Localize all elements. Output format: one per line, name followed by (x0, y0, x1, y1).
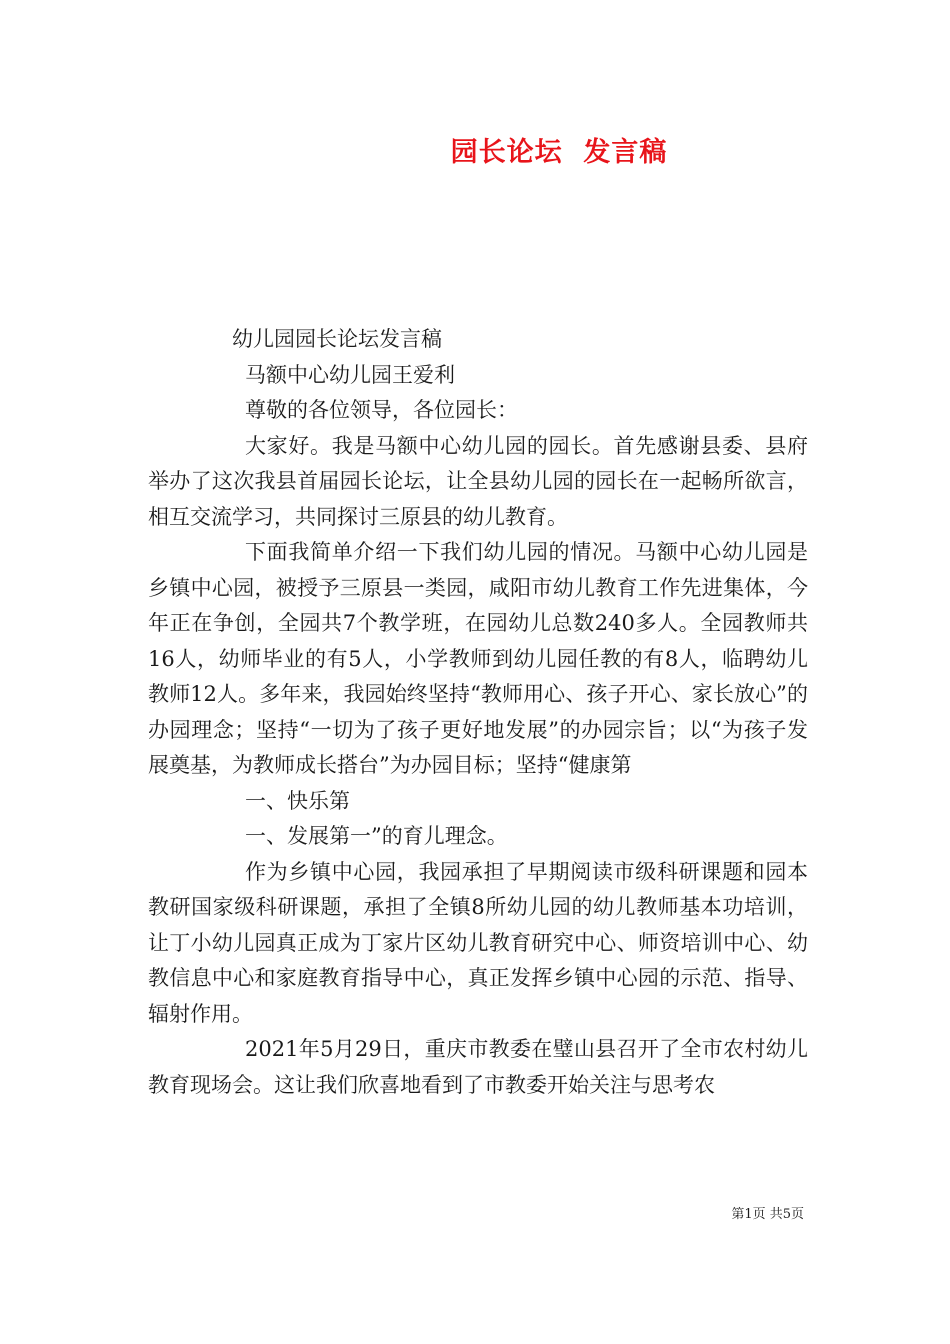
speech-heading: 幼儿园园长论坛发言稿 (232, 327, 442, 351)
line-development-first: 一、发展第一”的育儿理念。 (245, 824, 508, 848)
paragraph-intro: 大家好。我是马额中心幼儿园的园长。首先感谢县委、县府举办了这次我县首届园长论坛，让全县幼儿园的园长在一起畅所欲言，相互交流学习，共同探讨三原县的幼儿教育。 (148, 433, 808, 529)
document-title: 园长论坛 发言稿 (450, 137, 668, 168)
speech-greeting: 尊敬的各位领导，各位园长： (245, 398, 518, 422)
paragraph-kindergarten-info: 下面我简单介绍一下我们幼儿园的情况。马额中心幼儿园是乡镇中心园，被授予三原县一类园，咸阳市幼儿教育工作先进集体，今年正在争创，全园共7个教学班，在园幼儿总数240多人。全园教师共16人，幼师毕业的有5人，小学教师到幼儿园任教的有8人，临聘幼儿教师12人。多年来，我园始终坚持“教师用心、孩子开心、家长放心”的办园理念；坚持“一切为了孩子更好地发展”的办园宗旨；以“为孩子发展奠基，为教师成长搭台”为办园目标；坚持“健康第 (148, 540, 808, 777)
paragraph-conference: 2021年5月29日，重庆市教委在璧山县召开了全市农村幼儿教育现场会。这让我们欣喜地看到了市教委开始关注与思考农 (148, 1037, 808, 1097)
document-body (148, 322, 808, 1103)
paragraph-center-role: 作为乡镇中心园，我园承担了早期阅读市级科研课题和园本教研国家级科研课题，承担了全镇8所幼儿园的幼儿教师基本功培训，让丁小幼儿园真正成为丁家片区幼儿教育研究中心、师资培训中心、幼教信息中心和家庭教育指导中心，真正发挥乡镇中心园的示范、指导、辐射作用。 (148, 859, 808, 1026)
line-happy-first: 一、快乐第 (245, 788, 350, 813)
speech-author: 马额中心幼儿园王爱利 (245, 362, 455, 387)
page-number: 第1页 共5页 (731, 1207, 804, 1222)
